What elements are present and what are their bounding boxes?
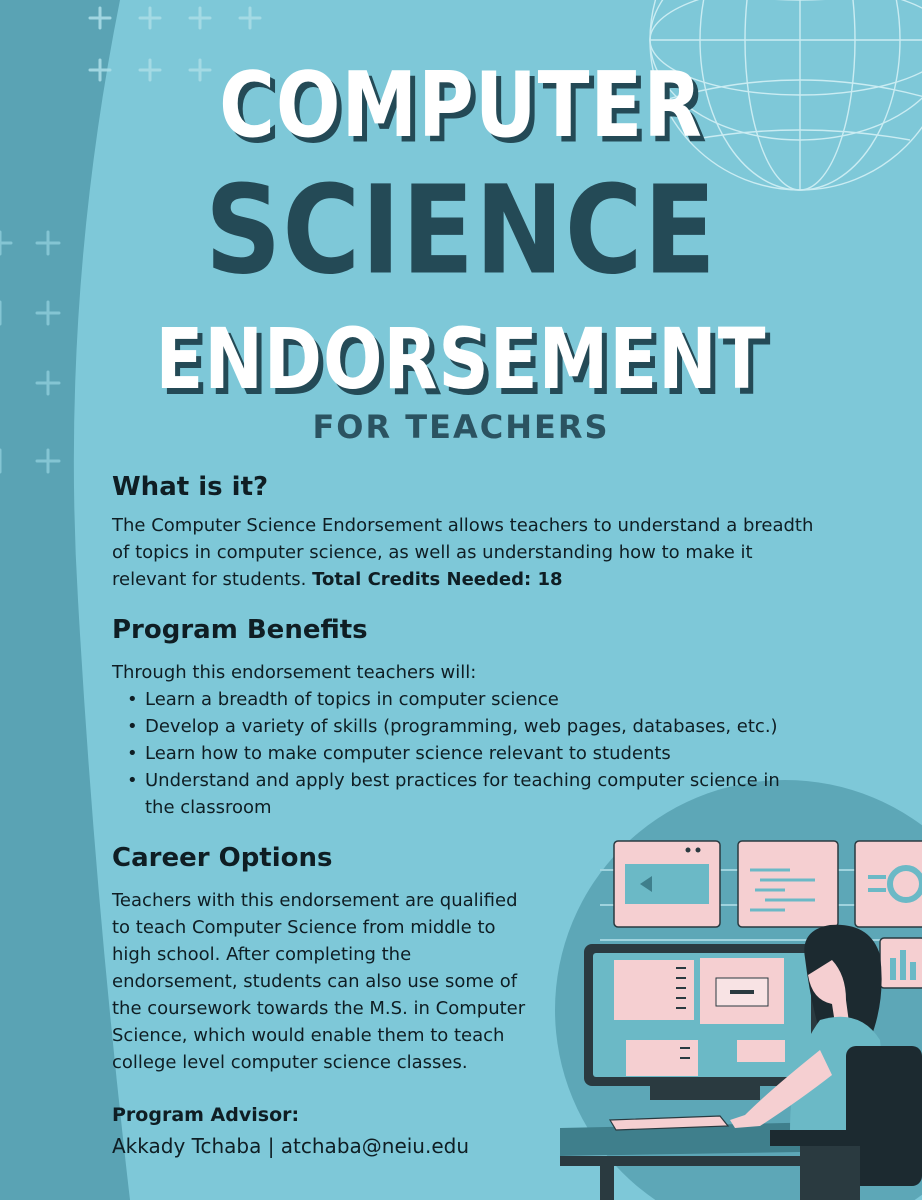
list-item: • Learn how to make computer science relevant to students [145,740,805,767]
program-advisor-label: Program Advisor: [112,1104,300,1126]
program-advisor-contact: Akkady Tchaba | atchaba@neiu.edu [112,1134,470,1158]
list-item: • Learn a breadth of topics in computer science [145,686,805,713]
what-is-it-body: The Computer Science Endorsement allows teachers to understand a breadth of topics in computer science, as well as understanding how to make it relevant for students. [112,515,814,590]
career-options-paragraph: Teachers with this endorsement are qualified to teach Computer Science from middle to high school. After completing the endorsement, students can also use some of the coursework towards the M.S. in Computer Science, which would enable them to teach college level computer science classes. [112,890,526,1073]
program-benefits-intro: Through this endorsement teachers will: [112,662,477,683]
what-is-it-paragraph [112,512,832,593]
list-item: • Understand and apply best practices for teaching computer science in the classroom [145,767,805,821]
program-benefits-heading: Program Benefits [112,615,368,645]
career-options-heading: Career Options [112,843,333,873]
total-credits-text: Total Credits Needed: 18 [312,569,563,590]
title-line-science: SCIENCE [205,160,717,302]
subtitle-for-teachers: FOR TEACHERS [312,408,610,446]
benefits-list [145,686,805,821]
computer-illustration [555,780,922,1200]
what-is-it-heading: What is it? [112,472,269,502]
title-line-endorsement: ENDORSEMENT [155,310,767,409]
title-line-computer: COMPUTER [219,52,703,158]
list-item: • Develop a variety of skills (programming, web pages, databases, etc.) [145,713,805,740]
